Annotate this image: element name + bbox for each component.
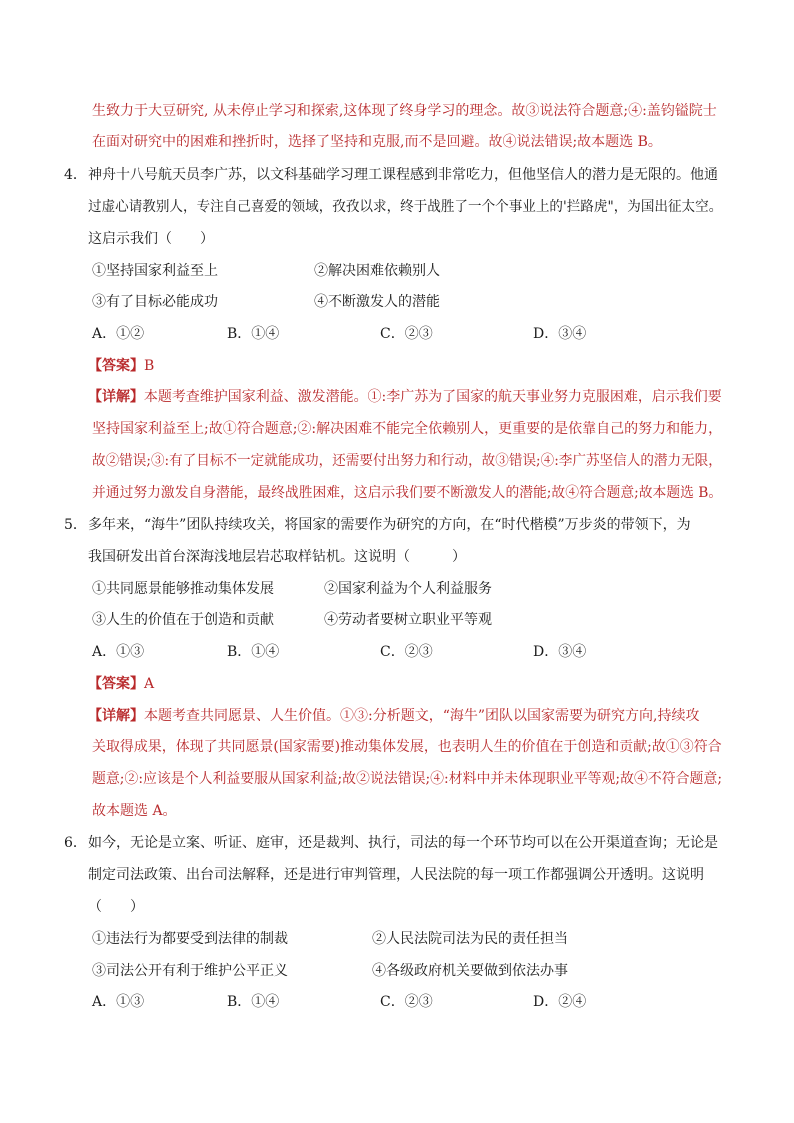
answer-choice: B．①④ (227, 994, 280, 1010)
question-stem: 我国研发出首台深海浅地层岩芯取样钻机。这说明（ ） (88, 549, 466, 565)
explanation-tag: 【详解】 (88, 389, 144, 405)
statement-item: ③司法公开有利于维护公平正义 (92, 963, 288, 979)
explanation-text: 本题考查维护国家利益、激发潜能。①:李广苏为了国家的航天事业努力克服困难，启示我们要 (143, 389, 722, 405)
statement-item: ②人民法院司法为民的责任担当 (372, 931, 568, 947)
answer-choice: B．①④ (227, 326, 280, 342)
explanation-line: 坚持国家利益至上;故①符合题意;②:解决困难不能完全依赖别人，更重要的是依靠自己的努力和能力， (92, 421, 723, 437)
statement-item: ④不断激发人的潜能 (314, 294, 440, 310)
answer-choice: D．②④ (533, 994, 587, 1010)
answer-line (88, 674, 154, 694)
prev-explanation-line: 在面对研究中的困难和挫折时，选择了坚持和克服,而不是回避。故④说法错误;故本题选 B。 (92, 134, 662, 150)
question-stem: 过虚心请教别人，专注自己喜爱的领域，孜孜以求，终于战胜了一个个事业上的'拦路虎"，为国出征太空。 (88, 199, 723, 215)
prev-explanation-line: 生致力于大豆研究, 从未停止学习和探索,这体现了终身学习的理念。故③说法符合题意;④:盖钧镒院士 (92, 103, 717, 119)
answer-line (88, 356, 154, 376)
answer-choice: A．①③ (92, 994, 145, 1010)
statement-item: ④劳动者要树立职业平等观 (324, 612, 492, 628)
explanation-line (88, 706, 699, 726)
question-stem: 如今，无论是立案、听证、庭审，还是裁判、执行，司法的每一个环节均可以在公开渠道查询；无论是 (88, 835, 718, 851)
answer-choice: D．③④ (533, 644, 587, 660)
explanation-line: 关取得成果，体现了共同愿景(国家需要)推动集体发展，也表明人生的价值在于创造和贡献;故①③符合 (92, 739, 722, 755)
explanation-tag: 【详解】 (88, 708, 144, 724)
statement-item: ④各级政府机关要做到依法办事 (372, 963, 568, 979)
answer-value: B (144, 358, 155, 374)
explanation-line (88, 387, 722, 407)
answer-choice: C．②③ (380, 326, 433, 342)
explanation-line: 题意;②:应该是个人利益要服从国家利益;故②说法错误;④:材料中并未体现职业平等观;故④不符合题意; (92, 771, 722, 787)
question-stem: 制定司法政策、出台司法解释，还是进行审判管理，人民法院的每一项工作都强调公开透明。这说明 (88, 867, 704, 883)
explanation-line: 故本题选 A。 (92, 803, 177, 819)
statement-item: ③人生的价值在于创造和贡献 (92, 612, 274, 628)
statement-item: ②解决困难依赖别人 (314, 263, 440, 279)
answer-choice: A．①② (92, 326, 145, 342)
question-number: 5． (64, 517, 87, 533)
answer-choice: C．②③ (380, 994, 433, 1010)
statement-item: ①共同愿景能够推动集体发展 (92, 581, 274, 597)
statement-item: ①违法行为都要受到法律的制裁 (92, 931, 288, 947)
question-number: 6． (64, 835, 87, 851)
answer-tag: 【答案】 (88, 676, 144, 692)
question-stem: （ ） (88, 899, 144, 915)
question-stem: 多年来，“海牛”团队持续攻关，将国家的需要作为研究的方向，在“时代楷模”万步炎的带领下，为 (88, 517, 691, 533)
answer-choice: A．①③ (92, 644, 145, 660)
answer-tag: 【答案】 (88, 358, 144, 374)
statement-item: ②国家利益为个人利益服务 (324, 581, 492, 597)
question-stem: 神舟十八号航天员李广苏，以文科基础学习理工课程感到非常吃力，但他坚信人的潜力是无限的。他通 (88, 167, 718, 183)
answer-choice: C．②③ (380, 644, 433, 660)
question-number: 4． (64, 167, 87, 183)
answer-choice: B．①④ (227, 644, 280, 660)
answer-value: A (144, 676, 155, 692)
statement-item: ③有了目标必能成功 (92, 294, 218, 310)
explanation-line: 故②错误;③:有了目标不一定就能成功，还需要付出努力和行动，故③错误;④:李广苏坚信人的潜力无限， (92, 453, 722, 469)
explanation-line: 并通过努力激发自身潜能，最终战胜困难，这启示我们要不断激发人的潜能;故④符合题意;故本题选 B。 (92, 485, 723, 501)
explanation-text: 本题考查共同愿景、人生价值。①③:分析题文，“海牛”团队以国家需要为研究方向,持续攻 (144, 708, 700, 724)
statement-item: ①坚持国家利益至上 (92, 263, 218, 279)
question-stem: 这启示我们（ ） (88, 231, 214, 247)
answer-choice: D．③④ (533, 326, 587, 342)
